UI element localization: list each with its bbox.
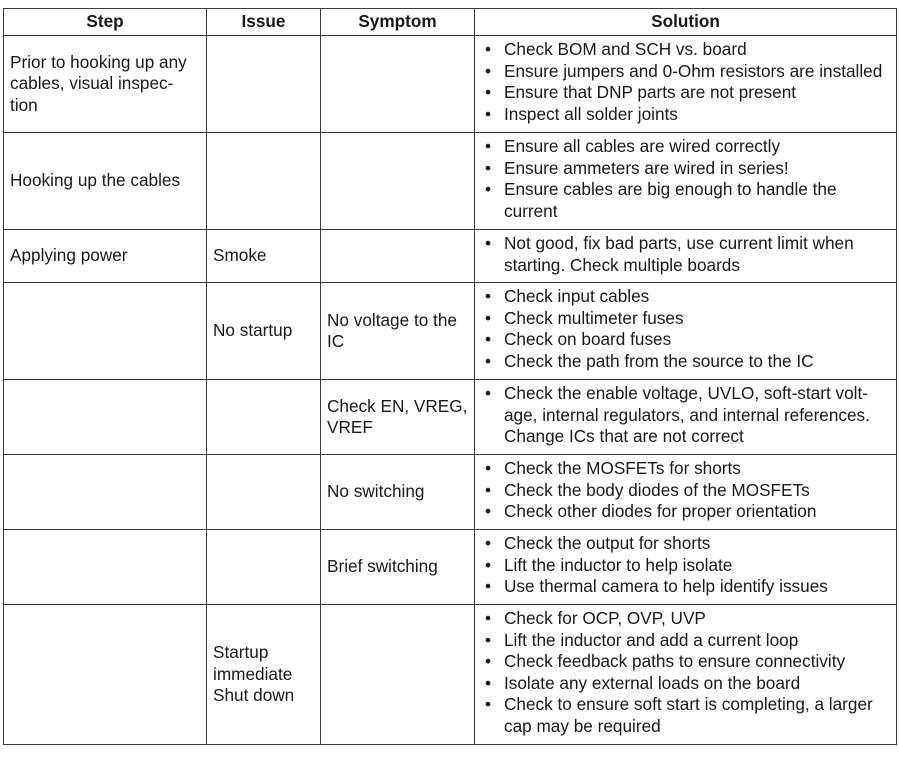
- solution-item: • Check feedback paths to ensure connectivity: [483, 651, 890, 673]
- header-symptom: Symptom: [321, 9, 475, 36]
- solution-cell: [475, 455, 897, 530]
- table-row: [4, 380, 897, 455]
- solution-item: • Use thermal camera to help identify issues: [483, 576, 890, 598]
- solution-item: • Check multimeter fuses: [483, 308, 890, 330]
- issue-cell: Smoke: [207, 230, 321, 283]
- troubleshooting-table: [3, 8, 897, 745]
- table-row: [4, 605, 897, 745]
- solution-item: • Not good, fix bad parts, use current limit when starting. Check multiple boards: [483, 233, 890, 276]
- header-issue: Issue: [207, 9, 321, 36]
- solution-item: • Lift the inductor to help isolate: [483, 555, 890, 577]
- header-step: Step: [4, 9, 207, 36]
- solution-item: • Check the path from the source to the IC: [483, 351, 890, 373]
- step-cell: [4, 530, 207, 605]
- solution-cell: [475, 530, 897, 605]
- solution-item: • Check to ensure soft start is completing, a larger cap may be required: [483, 694, 890, 737]
- table-row: [4, 36, 897, 133]
- solution-list: [483, 383, 890, 448]
- solution-item: • Check on board fuses: [483, 329, 890, 351]
- issue-cell: [207, 380, 321, 455]
- solution-item: • Check other diodes for proper orientation: [483, 501, 890, 523]
- symptom-cell: No voltage to the IC: [321, 283, 475, 380]
- solution-item: • Check the output for shorts: [483, 533, 890, 555]
- solution-cell: [475, 133, 897, 230]
- step-cell: Hooking up the cables: [4, 133, 207, 230]
- header-solution: Solution: [475, 9, 897, 36]
- symptom-cell: [321, 605, 475, 745]
- solution-item: • Inspect all solder joints: [483, 104, 890, 126]
- symptom-cell: Check EN, VREG, VREF: [321, 380, 475, 455]
- symptom-cell: No switching: [321, 455, 475, 530]
- table-row: [4, 455, 897, 530]
- solution-item: • Ensure that DNP parts are not present: [483, 82, 890, 104]
- step-cell: [4, 605, 207, 745]
- step-cell: [4, 455, 207, 530]
- solution-cell: [475, 283, 897, 380]
- table-row: [4, 133, 897, 230]
- solution-item: • Isolate any external loads on the board: [483, 673, 890, 695]
- solution-item: • Check the body diodes of the MOSFETs: [483, 480, 890, 502]
- solution-cell: [475, 36, 897, 133]
- issue-cell: [207, 455, 321, 530]
- step-cell: [4, 380, 207, 455]
- solution-list: [483, 286, 890, 372]
- issue-cell: No startup: [207, 283, 321, 380]
- solution-item: • Ensure jumpers and 0-Ohm resistors are installed: [483, 61, 890, 83]
- issue-cell: Startup immediate Shut down: [207, 605, 321, 745]
- solution-item: • Ensure all cables are wired correctly: [483, 136, 890, 158]
- step-cell: Applying power: [4, 230, 207, 283]
- solution-list: [483, 233, 890, 276]
- table-header-row: [4, 9, 897, 36]
- solution-item: • Ensure ammeters are wired in series!: [483, 158, 890, 180]
- solution-item: • Check for OCP, OVP, UVP: [483, 608, 890, 630]
- issue-cell: [207, 36, 321, 133]
- symptom-cell: [321, 133, 475, 230]
- solution-item: • Check the MOSFETs for shorts: [483, 458, 890, 480]
- symptom-cell: [321, 230, 475, 283]
- table-row: [4, 230, 897, 283]
- step-cell: [4, 283, 207, 380]
- solution-list: [483, 608, 890, 737]
- symptom-cell: [321, 36, 475, 133]
- symptom-cell: Brief switching: [321, 530, 475, 605]
- solution-list: [483, 458, 890, 523]
- solution-item: • Check BOM and SCH vs. board: [483, 39, 890, 61]
- solution-list: [483, 136, 890, 222]
- solution-item: • Check input cables: [483, 286, 890, 308]
- solution-list: [483, 533, 890, 598]
- table-row: [4, 530, 897, 605]
- solution-cell: [475, 605, 897, 745]
- table-row: [4, 283, 897, 380]
- solution-item: • Check the enable voltage, UVLO, soft-start volt-age, internal regulators, and internal references. Change ICs that are not correct: [483, 383, 890, 448]
- solution-list: [483, 39, 890, 125]
- solution-cell: [475, 230, 897, 283]
- solution-item: • Ensure cables are big enough to handle the current: [483, 179, 890, 222]
- step-cell: Prior to hooking up any cables, visual inspec-tion: [4, 36, 207, 133]
- issue-cell: [207, 530, 321, 605]
- solution-item: • Lift the inductor and add a current loop: [483, 630, 890, 652]
- issue-cell: [207, 133, 321, 230]
- solution-cell: [475, 380, 897, 455]
